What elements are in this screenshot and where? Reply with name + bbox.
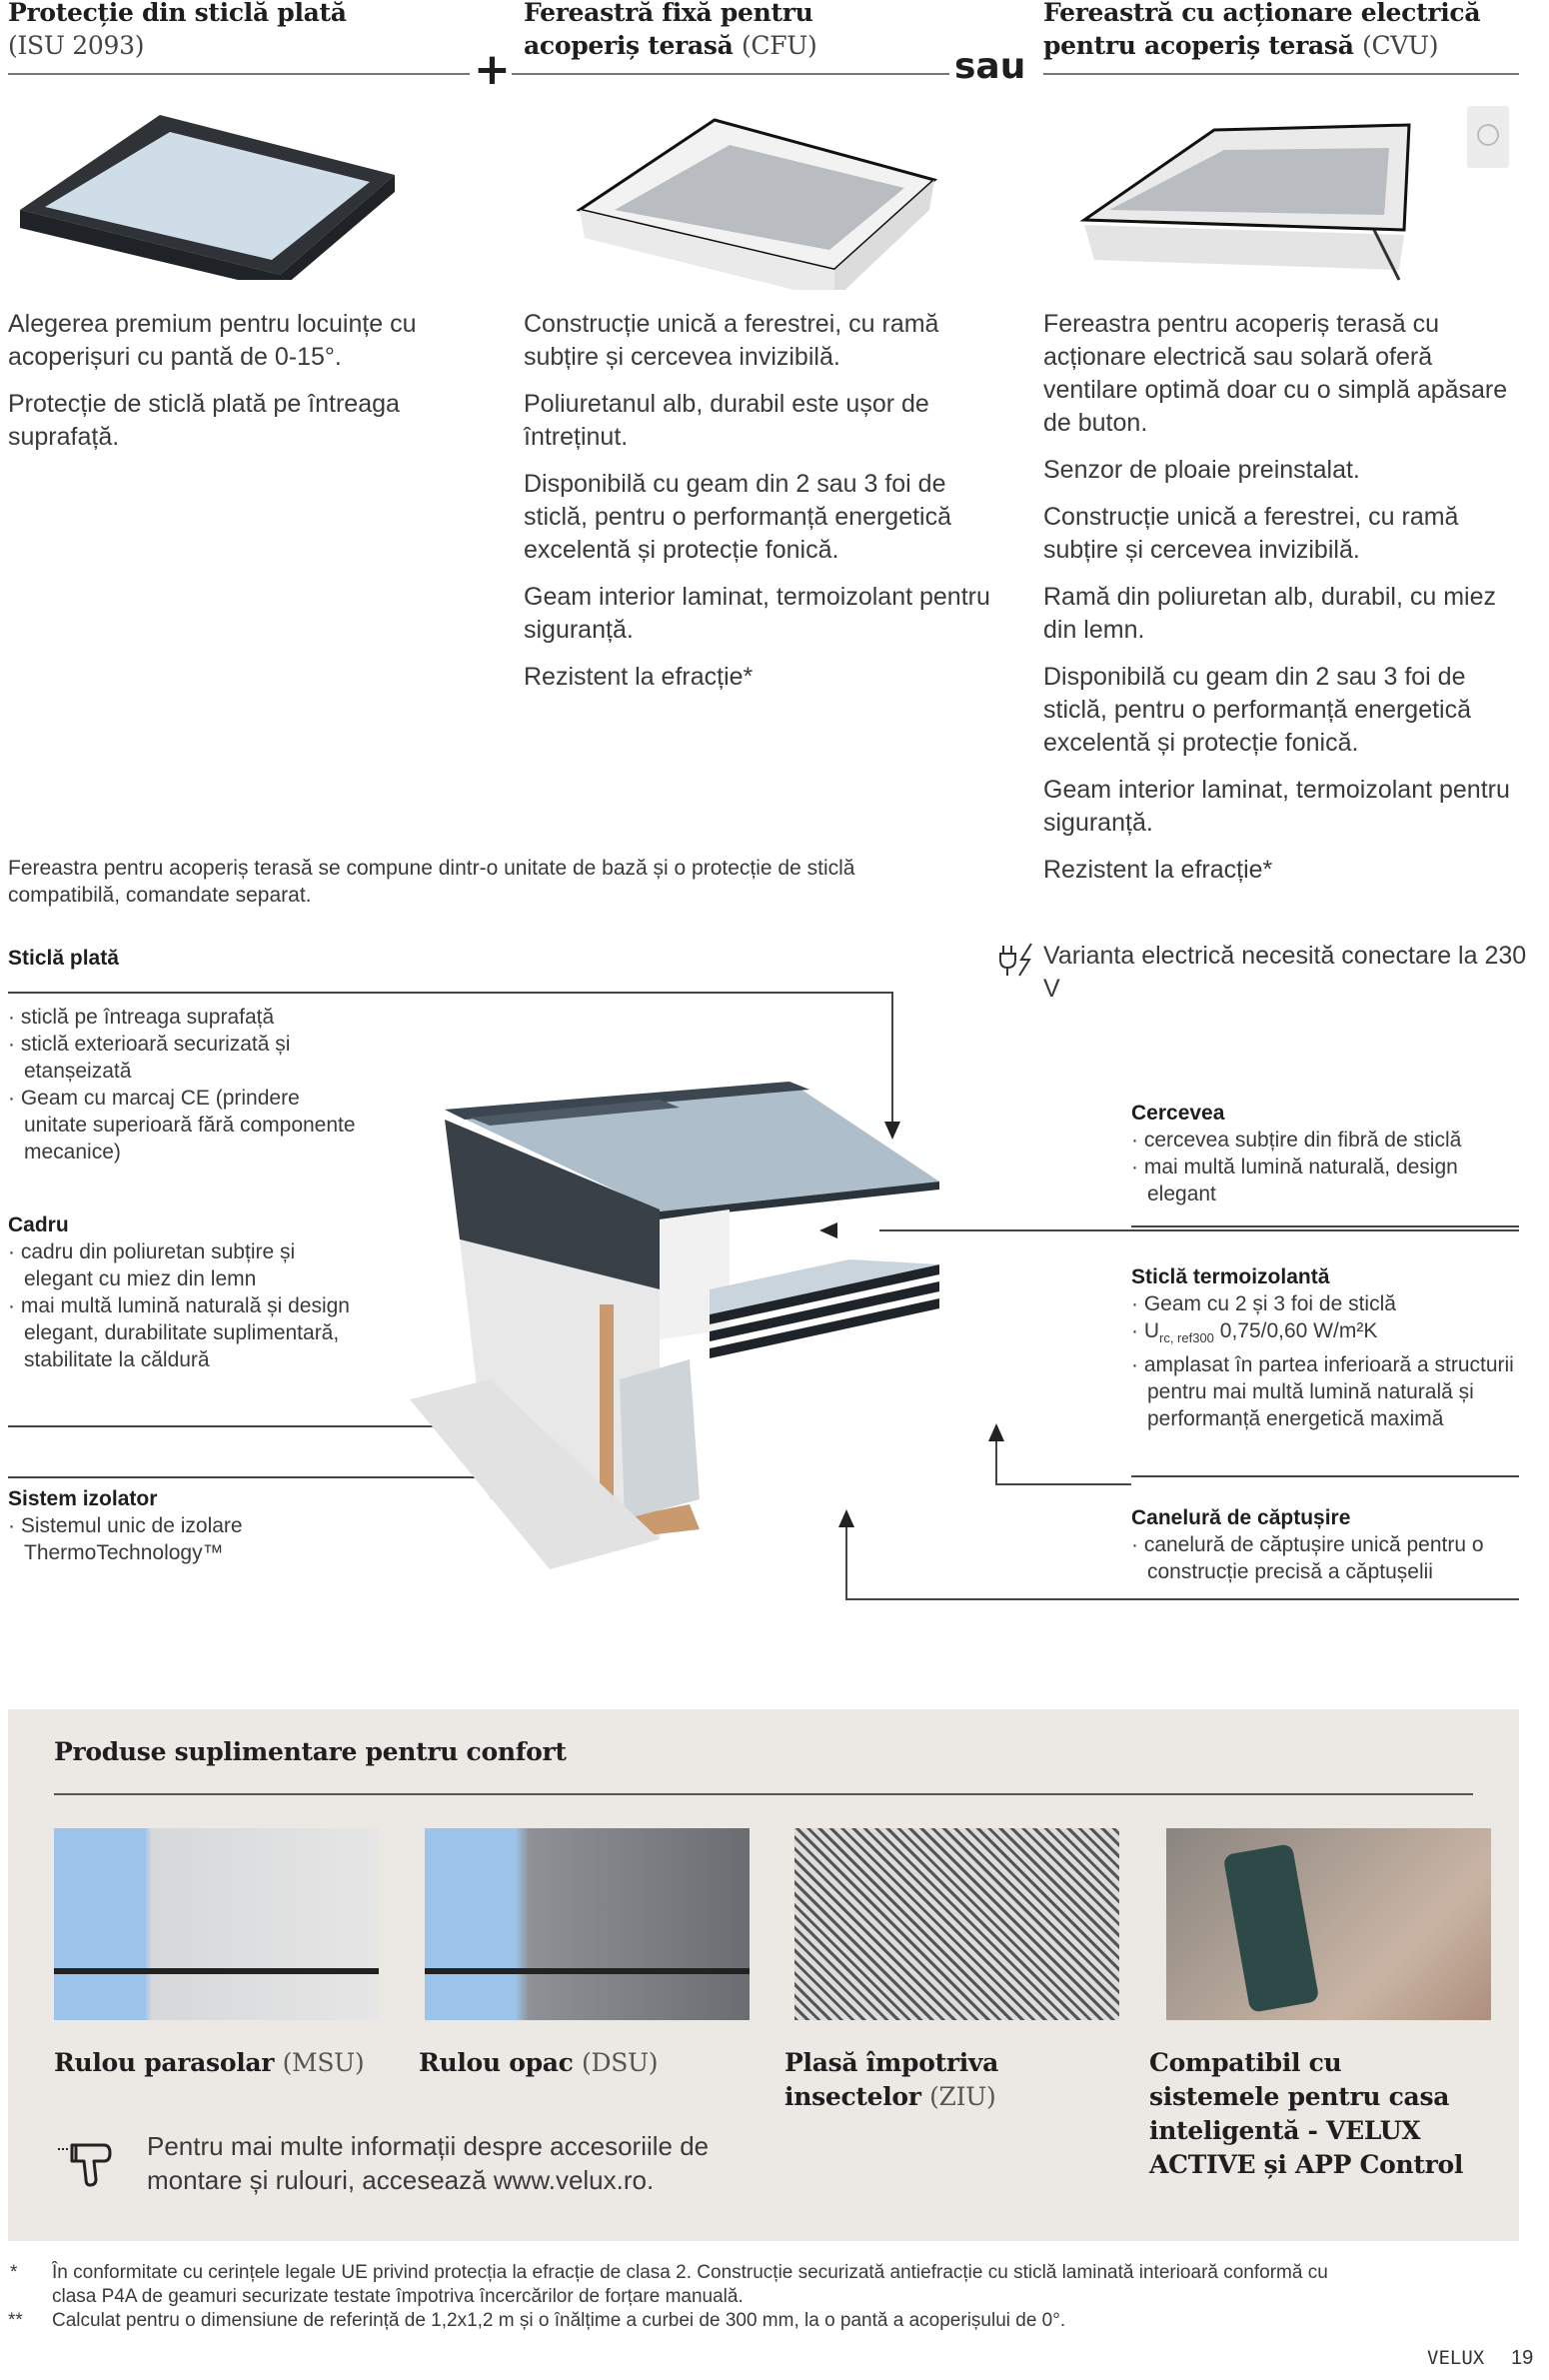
divider: [1131, 1598, 1519, 1600]
arrow-left-icon: [819, 1222, 837, 1238]
accessories-title: Produse suplimentare pentru confort: [54, 1737, 567, 1766]
product-code: (ISU 2093): [8, 31, 145, 60]
product-title-cfu: [524, 0, 943, 62]
leader-line: [845, 1524, 847, 1600]
arrow-up-icon: [988, 1423, 1004, 1441]
cvu-description: [1043, 308, 1533, 901]
description-paragraph: Construcție unică a ferestrei, cu ramă subțire și cercevea invizibilă.: [1043, 503, 1459, 564]
title-text: Fereastră cu acționare electrică: [1043, 0, 1481, 27]
or-operator: sau: [954, 46, 1026, 87]
label-lining-groove: [1131, 1504, 1531, 1585]
accessories-info: Pentru mai multe informații despre accesoriile de montare și rulouri, accesează www.velux.ro.: [147, 2131, 710, 2195]
label-insulation: [8, 1485, 358, 1566]
electric-window-image: [1064, 110, 1484, 290]
divider: [1131, 1225, 1519, 1227]
description-paragraph: Rezistent la efracție*: [1043, 856, 1273, 884]
accessory-ziu: [784, 2046, 1024, 2114]
u-symbol: U: [1143, 1319, 1159, 1342]
product-code: (CVU): [1362, 31, 1439, 60]
description-paragraph: Ramă din poliuretan alb, durabil, cu miez din lemn.: [1043, 583, 1497, 644]
accessory-dsu: [419, 2046, 759, 2080]
label-flat-glass: [8, 945, 368, 972]
label-title: Cadru: [8, 1213, 69, 1236]
fixed-window-image: [560, 110, 939, 290]
description-paragraph: Disponibilă cu geam din 2 sau 3 foi de sticlă, pentru o performanță energetică excelentă și protecție fonică.: [1043, 663, 1472, 757]
divider: [1131, 1475, 1519, 1477]
drill-icon: [54, 2141, 124, 2193]
label-title: Sticlă plată: [8, 947, 119, 970]
title-text: Protecție din sticlă plată: [8, 0, 347, 27]
leader-line: [995, 1483, 1131, 1485]
flat-glass-image: [10, 110, 400, 280]
divider: [8, 73, 470, 75]
leader-line: [8, 992, 893, 994]
bullet-item: · canelură de căptușire unică pentru o construcție precisă a căptușelii: [1131, 1531, 1531, 1585]
description-paragraph: Alegerea premium pentru locuințe cu acoperișuri cu pantă de 0-15°.: [8, 310, 417, 371]
label-frame: [8, 1211, 358, 1373]
bullet-item: · cercevea subțire din fibră de sticlă: [1131, 1127, 1531, 1154]
accessory-name: Rulou opac: [419, 2048, 574, 2077]
divider: [512, 73, 949, 75]
accessory-code: (DSU): [582, 2048, 659, 2077]
blackout-roller-image: [425, 1828, 750, 2020]
plus-operator: +: [474, 44, 511, 95]
label-title: Sticlă termoizolantă: [1131, 1265, 1330, 1288]
page-number: 19: [1511, 2347, 1534, 2369]
bullet-item: · Sistemul unic de izolare ThermoTechnology™: [8, 1512, 358, 1566]
bullet-item: · sticlă exterioară securizată și etanșeizată: [8, 1031, 368, 1085]
bullet-item: · amplasat în partea inferioară a structurii pentru mai multă lumină naturală și performanță energetică maximă: [1131, 1351, 1531, 1432]
u-value: 0,75/0,60 W/m²K: [1219, 1319, 1378, 1342]
divider: [1043, 73, 1519, 75]
label-title: Canelură de căptușire: [1131, 1506, 1351, 1529]
title-text: Fereastră fixă pentru: [524, 0, 813, 27]
accessory-name: Plasă împotriva insectelor: [784, 2048, 999, 2111]
divider: [54, 1793, 1473, 1795]
product-title-cvu: [1043, 0, 1523, 62]
insect-screen-image: [794, 1828, 1119, 2020]
description-paragraph: Geam interior laminat, termoizolant pentru siguranță.: [1043, 776, 1510, 837]
arrow-up-icon: [838, 1509, 854, 1527]
footnote-text: Calculat pentru o dimensiune de referință de 1,2x1,2 m și o înălțime a curbei de 300 mm, la o pantă a acoperișului de 0°.: [52, 2310, 1066, 2331]
composition-note: Fereastra pentru acoperiș terasă se compune dintr-o unitate de bază și o protecție de sticlă compatibilă, comandate separat.: [8, 857, 855, 907]
brand-footer: VELUX: [1427, 2347, 1485, 2369]
description-paragraph: Rezistent la efracție*: [524, 663, 754, 691]
description-paragraph: Fereastra pentru acoperiș terasă cu acționare electrică sau solară oferă ventilare optimă doar cu o simplă apăsare de buton.: [1043, 310, 1508, 437]
description-paragraph: Disponibilă cu geam din 2 sau 3 foi de sticlă, pentru o performanță energetică excelentă și protecție fonică.: [524, 470, 952, 564]
remote-control-image: [1467, 106, 1509, 168]
cfu-description: [524, 308, 1003, 708]
electric-note: Varianta electrică necesită conectare la 230 V: [1043, 942, 1527, 1003]
footnote-mark: **: [8, 2310, 23, 2331]
accessory-code: (MSU): [282, 2048, 365, 2077]
description-paragraph: Senzor de ploaie preinstalat.: [1043, 456, 1360, 484]
description-paragraph: Protecție de sticlă plată pe întreaga suprafață.: [8, 390, 400, 451]
u-subscript: rc, ref300: [1159, 1330, 1214, 1346]
label-insulated-glass: [1131, 1263, 1531, 1432]
bullet-item: · Geam cu 2 și 3 foi de sticlă: [1131, 1290, 1531, 1317]
isu-description: [8, 308, 478, 468]
leader-line: [845, 1598, 1131, 1600]
title-text: acoperiș terasă: [524, 31, 734, 60]
accessory-name: Rulou parasolar: [54, 2048, 275, 2077]
bullet-item: · mai multă lumină naturală, design elegant: [1131, 1154, 1531, 1207]
bullet-item: · Geam cu marcaj CE (prindere unitate superioară fără componente mecanice): [8, 1085, 368, 1166]
label-flat-glass-bullets: [8, 1004, 368, 1166]
footnote-text: În conformitate cu cerințele legale UE privind protecția la efracție de clasa 2. Construcție securizată antiefracție cu sticlă laminată interioară conformă cu clasa P4A de geamuri securizate testate împotriva încercărilor de forțare manuală.: [52, 2262, 1328, 2307]
title-text: pentru acoperiș terasă: [1043, 31, 1354, 60]
bullet-item: · sticlă pe întreaga suprafață: [8, 1004, 368, 1031]
leader-line: [879, 1229, 1519, 1231]
accessory-msu: [54, 2046, 394, 2080]
product-code: (CFU): [741, 31, 817, 60]
smartphone-app-image: [1166, 1828, 1491, 2020]
blackout-blind-image: [54, 1828, 379, 2020]
label-title: Cercevea: [1131, 1102, 1225, 1125]
window-cross-section-diagram: [390, 1060, 1029, 1589]
u-value-bullet: [1131, 1317, 1531, 1351]
description-paragraph: Geam interior laminat, termoizolant pentru siguranță.: [524, 583, 990, 644]
description-paragraph: Poliuretanul alb, durabil este ușor de întreținut.: [524, 390, 929, 451]
label-sash: [1131, 1100, 1531, 1207]
electric-plug-icon: [999, 942, 1039, 978]
label-title: Sistem izolator: [8, 1487, 158, 1510]
product-title-isu: [8, 0, 468, 62]
bullet-item: · cadru din poliuretan subțire și elegant cu miez din lemn: [8, 1238, 358, 1292]
footnote-mark: *: [10, 2262, 18, 2283]
description-paragraph: Construcție unică a ferestrei, cu ramă subțire și cercevea invizibilă.: [524, 310, 939, 371]
accessory-smart-home: Compatibil cu sistemele pentru casa inteligentă - VELUX ACTIVE și APP Control: [1149, 2048, 1464, 2179]
bullet-item: · mai multă lumină naturală și design elegant, durabilitate suplimentară, stabilitate la căldură: [8, 1292, 358, 1373]
accessory-code: (ZIU): [929, 2082, 996, 2111]
leader-line: [995, 1439, 997, 1484]
